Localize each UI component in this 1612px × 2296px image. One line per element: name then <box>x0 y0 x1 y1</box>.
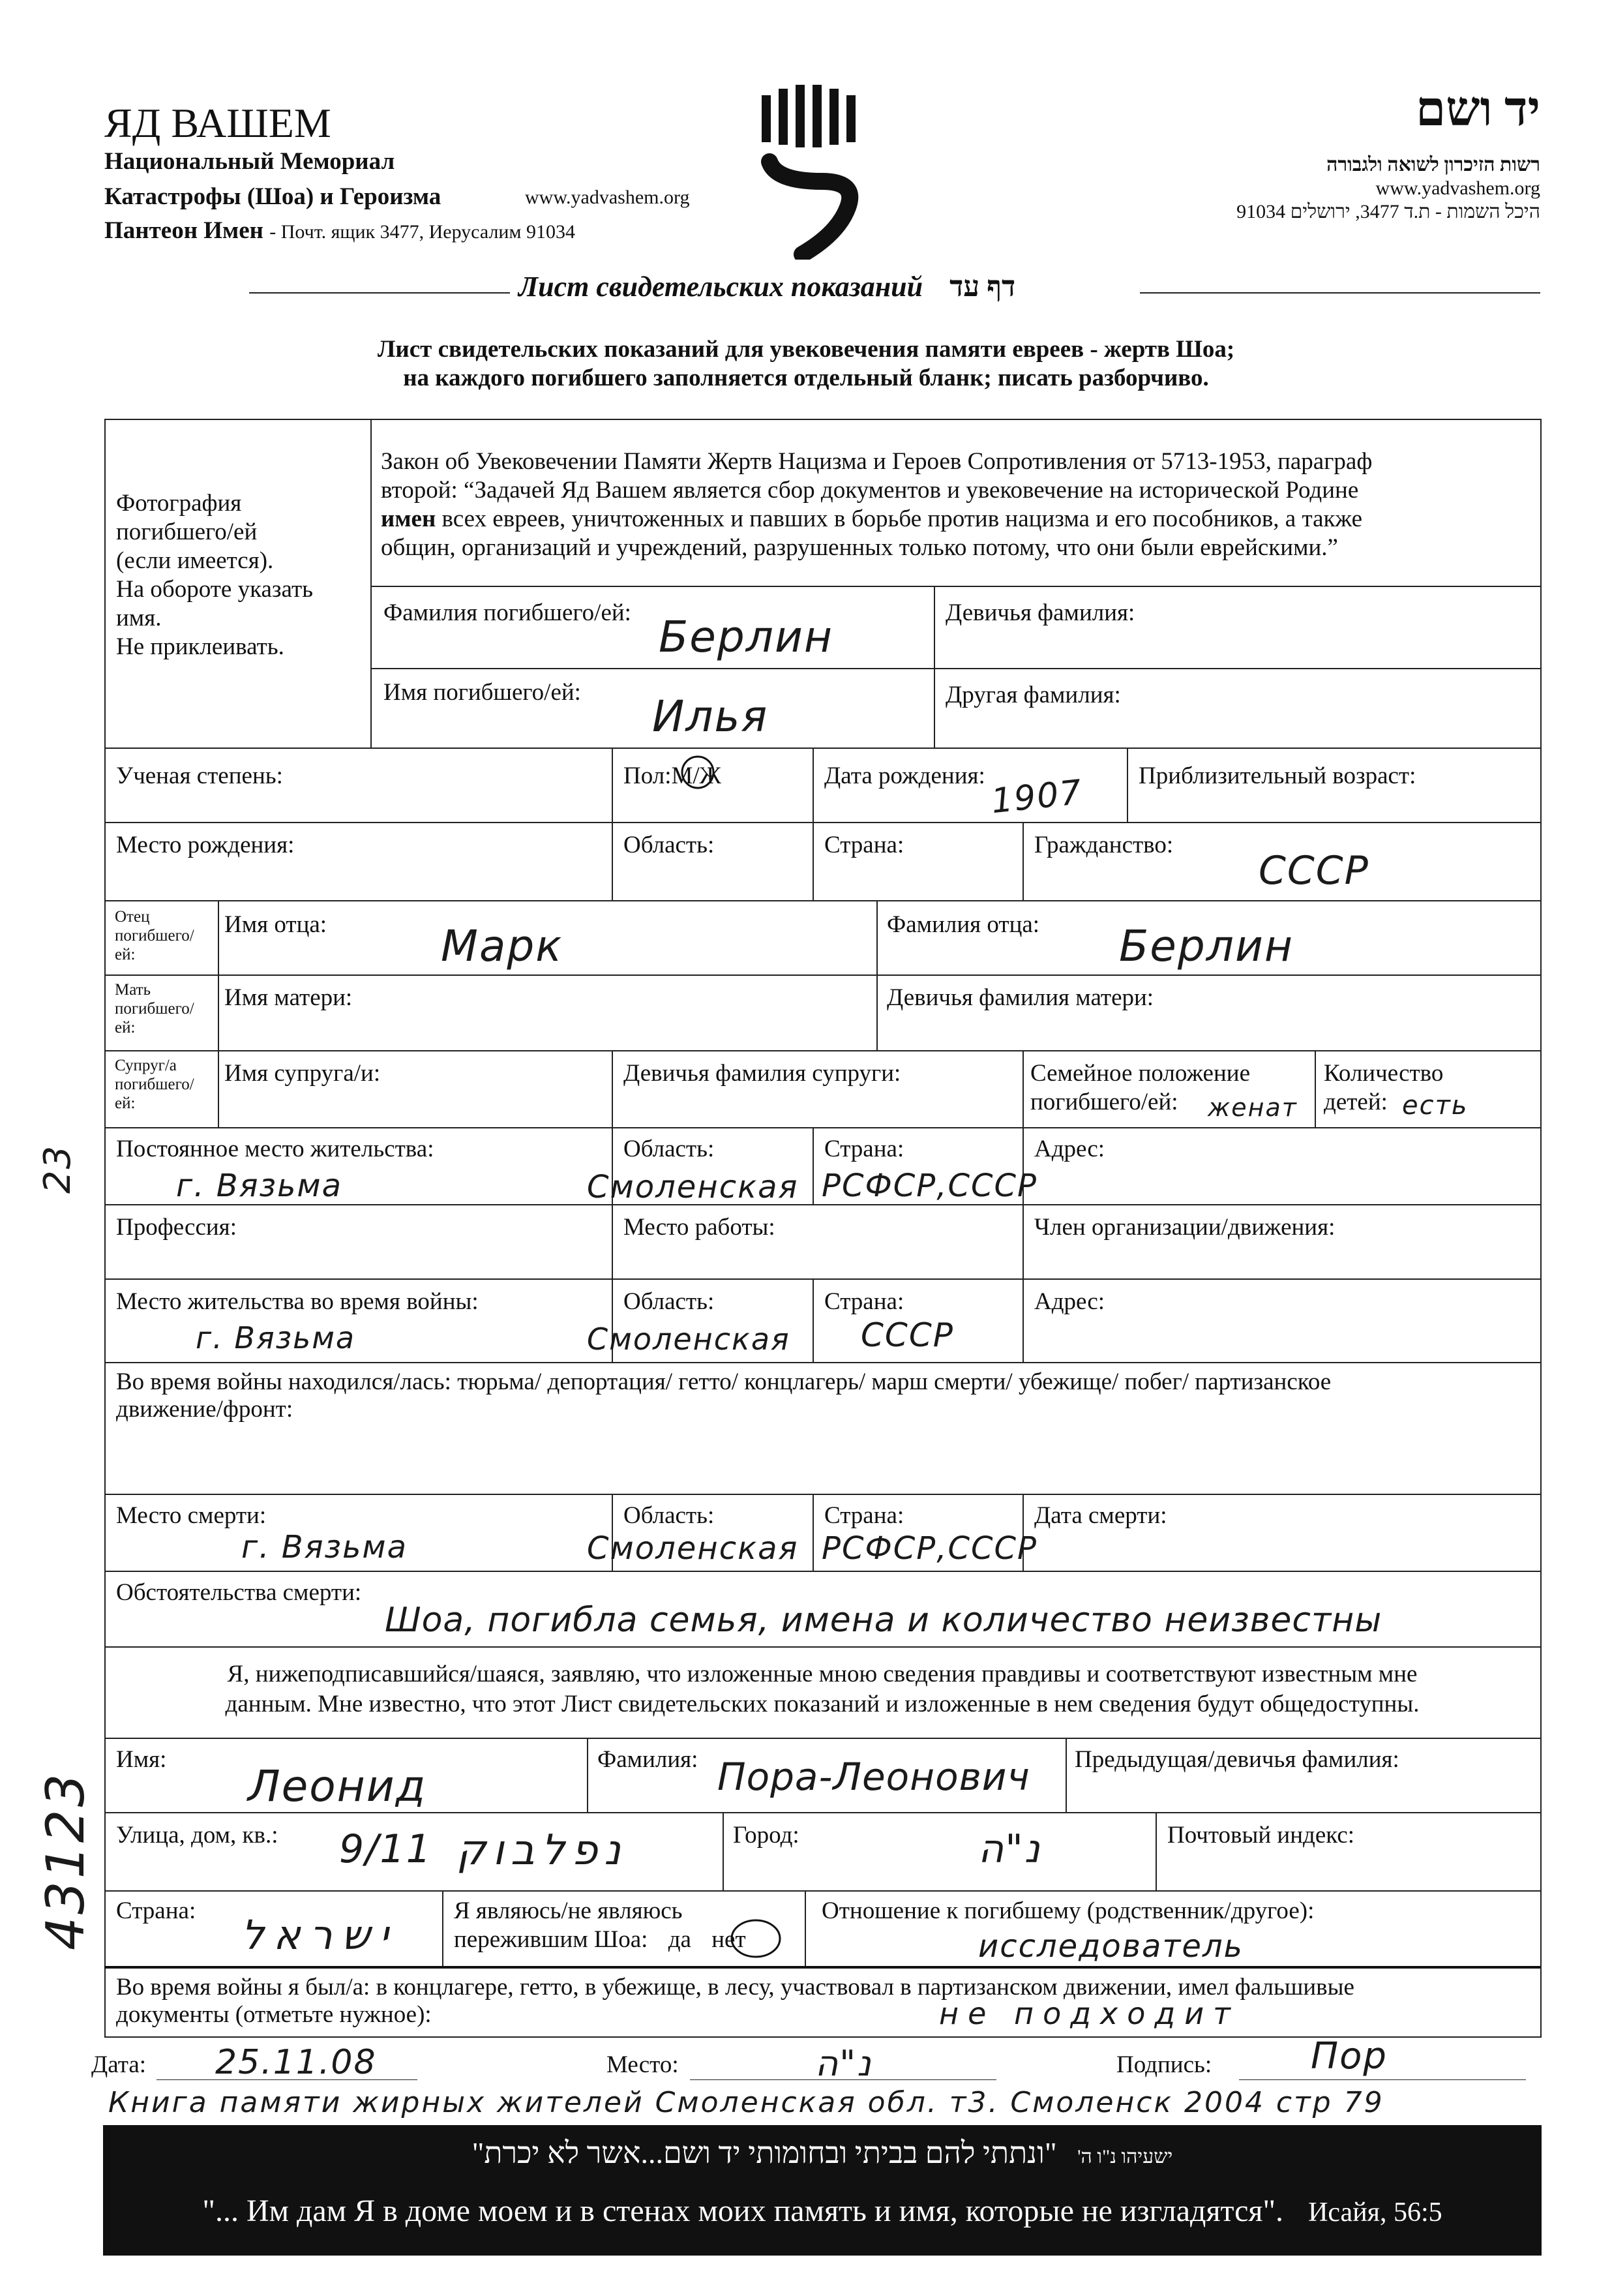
spouse-maiden-label: Девичья фамилия супруги: <box>623 1060 901 1087</box>
degree-label: Ученая степень: <box>116 763 283 789</box>
date-field[interactable]: 25.11.08 <box>215 2043 377 2082</box>
org-line-3 <box>104 217 575 245</box>
org-line-1: Национальный Мемориал <box>104 148 395 175</box>
residence-address-label: Адрес: <box>1034 1136 1105 1162</box>
father-name-label: Имя отца: <box>224 911 327 938</box>
spouse-side-label: Супруг/а погибшего/ ей: <box>115 1057 194 1112</box>
city-field[interactable]: נ"ה <box>978 1826 1041 1872</box>
children-count-label-1: Количество <box>1324 1060 1444 1087</box>
org-title: ЯД ВАШЕМ <box>104 100 331 146</box>
death-place-field[interactable]: г. Вязьма <box>241 1529 408 1565</box>
sex-field[interactable]: Пол:М/Ж <box>623 763 721 789</box>
wartime-region-field[interactable]: Смоленская <box>587 1322 790 1357</box>
citizenship-field[interactable]: СССР <box>1259 848 1369 894</box>
residence-country-field[interactable]: РСФСР,СССР <box>822 1168 1037 1204</box>
during-war-field[interactable]: Во время войны находился/лась: тюрьма/ депортация/ гетто/ концлагерь/ марш смерти/ убежище/ побег/ партизанское движение/фронт: <box>116 1368 1332 1423</box>
date-label: Дата: <box>91 2051 147 2078</box>
marital-status-field[interactable]: женат <box>1208 1093 1298 1122</box>
quote-russian: "... Им дам Я в доме моем и в стенах моих память и имя, которые не изгладятся". Исайя, 56:5 <box>202 2194 1442 2228</box>
submitter-name-label: Имя: <box>116 1746 167 1773</box>
place-field[interactable]: נ"ה <box>815 2043 873 2084</box>
victim-surname-label: Фамилия погибшего/ей: <box>383 599 631 626</box>
marital-status-label-2: погибшего/ей: <box>1030 1089 1178 1115</box>
father-surname-label: Фамилия отца: <box>887 911 1040 938</box>
signature-field[interactable]: Пор <box>1311 2035 1388 2077</box>
wartime-country-label: Страна: <box>824 1288 904 1315</box>
submitter-country-field[interactable]: ישראל <box>241 1911 398 1959</box>
citizenship-label: Гражданство: <box>1034 832 1174 858</box>
submitter-country-label: Страна: <box>116 1897 196 1924</box>
residence-label: Постоянное место жительства: <box>116 1136 434 1162</box>
yad-vashem-logo <box>750 83 867 260</box>
profession-label: Профессия: <box>116 1214 237 1241</box>
spouse-name-label: Имя супруга/и: <box>224 1060 381 1087</box>
birth-region-label: Область: <box>623 832 715 858</box>
photo-box[interactable]: Фотография погибшего/ей (если имеется). На обороте указать имя. Не приклеивать. <box>116 490 314 660</box>
birth-place-label: Место рождения: <box>116 832 295 858</box>
org-title-hebrew: יד ושם <box>1416 83 1540 136</box>
sheet-title: Лист свидетельских показаний דף עד <box>518 271 1016 303</box>
victim-surname-field[interactable]: Берлин <box>659 612 834 662</box>
address-ru: - Почт. ящик 3477, Иерусалим 91034 <box>269 221 575 243</box>
quote-hebrew: ישעיהו נ"ו ה' "ונתתי להם בביתי ובחומותי יד ושם...אשר לא יכרת" <box>471 2136 1173 2169</box>
wartime-residence-label: Место жительства во время войны: <box>116 1288 479 1315</box>
children-count-field[interactable]: есть <box>1402 1091 1469 1121</box>
pantheon-label: Пантеон Имен <box>104 217 263 244</box>
victim-name-label: Имя погибшего/ей: <box>383 679 581 706</box>
father-name-field[interactable]: Марк <box>441 921 563 971</box>
street-label: Улица, дом, кв.: <box>116 1822 278 1849</box>
father-side-label: Отец погибшего/ ей: <box>115 908 194 963</box>
death-circumstances-field[interactable]: Шоа, погибла семья, имена и количество неизвестны <box>385 1601 1382 1640</box>
father-surname-field[interactable]: Берлин <box>1119 921 1294 971</box>
submitter-prev-surname-label: Предыдущая/девичья фамилия: <box>1075 1746 1399 1773</box>
children-count-label-2: детей: <box>1324 1089 1388 1115</box>
survivor-label-1: Я являюсь/не являюсь <box>454 1897 683 1924</box>
death-region-field[interactable]: Смоленская <box>587 1530 799 1567</box>
death-date-label: Дата смерти: <box>1034 1502 1167 1529</box>
mother-side-label: Мать погибшего/ ей: <box>115 981 194 1036</box>
street-number-field[interactable]: 9/11 <box>339 1826 432 1872</box>
quote-russian-ref: Исайя, 56:5 <box>1308 2198 1442 2228</box>
residence-field[interactable]: г. Вязьма <box>176 1168 342 1204</box>
address-hebrew: היכל השמות - ת.ד 3477, ירושלים 91034 <box>1236 201 1540 222</box>
death-circumstances-label: Обстоятельства смерти: <box>116 1579 362 1606</box>
postcode-label: Почтовый индекс: <box>1167 1822 1355 1849</box>
intro-line-2: на каждого погибшего заполняется отдельный бланк; писать разборчиво. <box>403 365 1209 391</box>
org-line-2: Катастрофы (Шоа) и Героизма <box>104 183 441 210</box>
war-status-text: Во время войны я был/а: в концлагере, гетто, в убежище, в лесу, участвовал в партизанском движении, имел фальшивые документы (отметьте нужное): <box>116 1974 1354 2028</box>
intro-line-1: Лист свидетельских показаний для увековечения памяти евреев - жертв Шоа; <box>377 336 1235 363</box>
marital-status-label-1: Семейное положение <box>1030 1060 1250 1087</box>
wartime-address-label: Адрес: <box>1034 1288 1105 1315</box>
survivor-field[interactable]: пережившим Шоа: да нет <box>454 1926 746 1953</box>
place-label: Место: <box>606 2051 679 2078</box>
margin-page-number: 23 <box>37 1144 79 1194</box>
authority-hebrew: רשות הזיכרון לשואה ולגבורה <box>1326 154 1540 175</box>
sheet-title-hebrew: דף עד <box>949 271 1016 303</box>
death-region-label: Область: <box>623 1502 715 1529</box>
victim-other-surname-label: Другая фамилия: <box>946 682 1121 708</box>
death-country-field[interactable]: РСФСР,СССР <box>822 1530 1037 1567</box>
death-country-label: Страна: <box>824 1502 904 1529</box>
survivor-no-circle-mark <box>729 1916 783 1961</box>
city-label: Город: <box>733 1822 799 1849</box>
street-field[interactable]: נפלבוק <box>456 1826 627 1875</box>
death-place-label: Место смерти: <box>116 1502 267 1529</box>
submitter-surname-field[interactable]: Пора-Леонович <box>717 1755 1030 1799</box>
approx-age-label: Приблизительный возраст: <box>1139 763 1416 789</box>
wartime-residence-field[interactable]: г. Вязьма <box>196 1320 356 1355</box>
wartime-country-field[interactable]: СССР <box>861 1316 954 1354</box>
margin-archive-number: 43123 <box>35 1771 96 1950</box>
wartime-region-label: Область: <box>623 1288 715 1315</box>
quote-hebrew-ref: ישעיהו נ"ו ה' <box>1077 2146 1173 2168</box>
relation-field[interactable]: исследователь <box>978 1928 1244 1965</box>
declaration-text: Я, нижеподписавшийся/шаяся, заявляю, что изложенные мною сведения правдивы и соответствуют известным мне данным. Мне известно, что этот Лист свидетельских показаний и изложенные в нем сведения будут общедоступны. <box>225 1661 1420 1717</box>
war-status-field[interactable]: не подходит <box>939 1996 1240 2031</box>
relation-label: Отношение к погибшему (родственник/другое): <box>822 1897 1315 1924</box>
submitter-surname-label: Фамилия: <box>597 1746 698 1773</box>
birth-date-field[interactable]: 1907 <box>989 772 1085 822</box>
mother-name-label: Имя матери: <box>224 984 353 1011</box>
residence-country-label: Страна: <box>824 1136 904 1162</box>
victim-maiden-label: Девичья фамилия: <box>946 599 1135 626</box>
member-label: Член организации/движения: <box>1034 1214 1336 1241</box>
website-left: www.yadvashem.org <box>525 187 690 208</box>
mother-maiden-label: Девичья фамилия матери: <box>887 984 1154 1011</box>
residence-region-field[interactable]: Смоленская <box>587 1169 799 1205</box>
residence-region-label: Область: <box>623 1136 715 1162</box>
website-right: www.yadvashem.org <box>1375 177 1540 199</box>
sex-male-circle-mark <box>678 753 717 792</box>
submitter-name-field[interactable]: Леонид <box>248 1761 427 1811</box>
law-text: Закон об Увековечении Памяти Жертв Нацизма и Героев Сопротивления от 5713-1953, параграф второй: “Задачей Яд Вашем является сбор документов и увековечение на исторической Родине имен всех евреев, уничтоженных и павших в борьбе против нацизма и его пособников, а также общин, организаций и учреждений, разрушенных только потому, что они были еврейскими.” <box>381 448 1373 561</box>
signature-label: Подпись: <box>1116 2051 1212 2078</box>
source-note: Книга памяти жирных жителей Смоленская обл. т3. Смоленск 2004 стр 79 <box>108 2086 1384 2119</box>
birth-date-label: Дата рождения: <box>824 763 985 789</box>
quote-banner <box>103 2125 1542 2256</box>
workplace-label: Место работы: <box>623 1214 775 1241</box>
birth-country-label: Страна: <box>824 832 904 858</box>
victim-name-field[interactable]: Илья <box>652 691 769 742</box>
